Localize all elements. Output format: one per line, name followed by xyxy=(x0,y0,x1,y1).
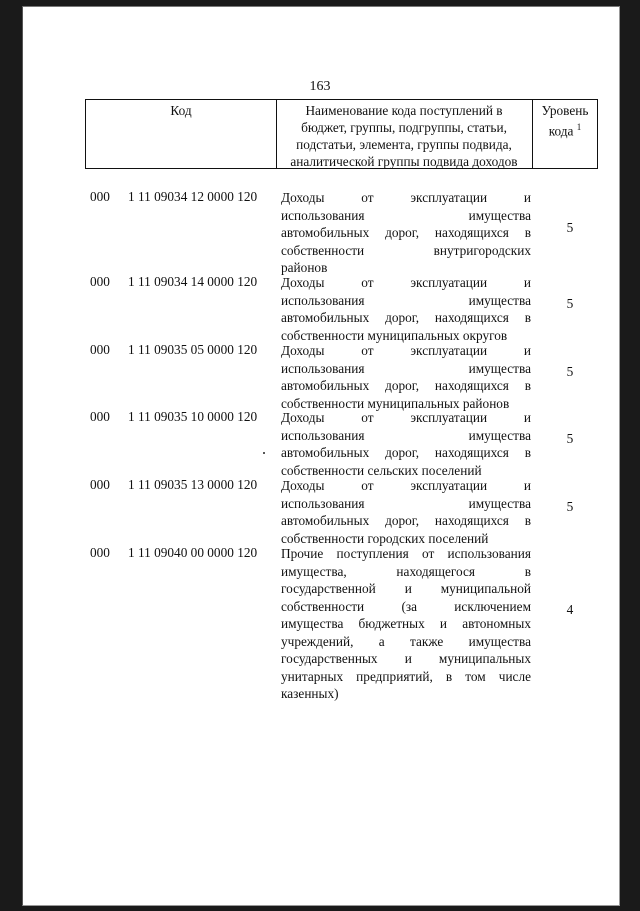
header-name-line: Наименование кода поступлений в xyxy=(305,103,503,118)
row-code: 1 11 09034 14 0000 120 xyxy=(128,274,258,289)
row-name-line: собственности муниципальных районов xyxy=(281,395,510,411)
row-prefix: 000 xyxy=(90,409,110,424)
header-name-line: подстатьи, элемента, группы подвида, xyxy=(296,137,512,152)
row-prefix: 000 xyxy=(90,477,110,492)
scan-speck xyxy=(263,452,265,454)
row-name-line: собственности внутригородских xyxy=(281,242,531,258)
header-level xyxy=(532,102,598,139)
row-name-line: государственных и муниципальных xyxy=(281,651,531,666)
row-code: 1 11 09035 13 0000 120 xyxy=(128,477,258,492)
row-name xyxy=(281,342,531,412)
row-code: 1 11 09040 00 0000 120 xyxy=(128,545,258,560)
page-number: 163 xyxy=(309,79,331,94)
row-name xyxy=(281,409,531,479)
row-code: 1 11 09034 12 0000 120 xyxy=(128,189,258,204)
row-name-line: государственной и муниципальной xyxy=(281,581,531,596)
row-name-line: казенных) xyxy=(281,686,339,701)
row-name-line: Доходы от эксплуатации и xyxy=(281,190,531,205)
row-name-line: собственности муниципальных округов xyxy=(281,327,508,343)
row-name-line: имущества бюджетных и автономных xyxy=(281,616,531,631)
row-name-line: Доходы от эксплуатации и xyxy=(281,343,531,358)
row-name-line: собственности городских поселений xyxy=(281,530,489,546)
row-prefix: 000 xyxy=(90,274,110,289)
header-name-line: бюджет, группы, подгруппы, статьи, xyxy=(301,120,507,135)
row-name-line: использования имущества xyxy=(281,427,531,443)
header-level-line: кода $^1$ xyxy=(548,122,582,139)
row-name-line: имущества, находящегося в xyxy=(281,563,531,579)
row-code: 1 11 09035 05 0000 120 xyxy=(128,342,258,357)
row-level: 5 xyxy=(566,499,574,514)
row-level: 5 xyxy=(566,431,574,446)
header-code: Код xyxy=(170,103,192,118)
row-name-line: Прочие поступления от использования xyxy=(281,546,531,561)
row-level: 4 xyxy=(566,602,574,617)
header-level-line: Уровень xyxy=(541,103,589,118)
row-level: 5 xyxy=(566,364,574,379)
header-name xyxy=(276,102,532,170)
row-level: 5 xyxy=(566,220,574,235)
row-name-line: Доходы от эксплуатации и xyxy=(281,410,531,425)
row-name-line: использования имущества xyxy=(281,495,531,511)
row-name-line: автомобильных дорог, находящихся в xyxy=(281,445,531,460)
footnote-mark: 1 xyxy=(576,122,582,132)
row-name xyxy=(281,274,531,344)
row-level: 5 xyxy=(566,296,574,311)
row-name xyxy=(281,545,531,703)
row-code: 1 11 09035 10 0000 120 xyxy=(128,409,258,424)
row-name-line: районов xyxy=(281,260,328,275)
row-name-line: учреждений, а также имущества xyxy=(281,633,531,649)
row-name-line: автомобильных дорог, находящихся в xyxy=(281,225,531,240)
row-name-line: использования имущества xyxy=(281,360,531,376)
row-name-line: использования имущества xyxy=(281,207,531,223)
row-name-line: использования имущества xyxy=(281,292,531,308)
row-prefix: 000 xyxy=(90,545,110,560)
row-name-line: автомобильных дорог, находящихся в xyxy=(281,513,531,528)
row-name-line: Доходы от эксплуатации и xyxy=(281,275,531,290)
row-name-line: унитарных предприятий, в том числе xyxy=(281,668,531,684)
row-name xyxy=(281,189,531,277)
row-name-line: автомобильных дорог, находящихся в xyxy=(281,310,531,325)
row-name-line: собственности сельских поселений xyxy=(281,462,482,478)
row-name-line: собственности (за исключением xyxy=(281,598,531,614)
header-name-line: аналитической группы подвида доходов xyxy=(290,154,518,169)
row-prefix: 000 xyxy=(90,342,110,357)
row-name-line: автомобильных дорог, находящихся в xyxy=(281,378,531,393)
row-name-line: Доходы от эксплуатации и xyxy=(281,478,531,493)
row-prefix: 000 xyxy=(90,189,110,204)
table-header xyxy=(85,99,598,169)
row-name xyxy=(281,477,531,547)
